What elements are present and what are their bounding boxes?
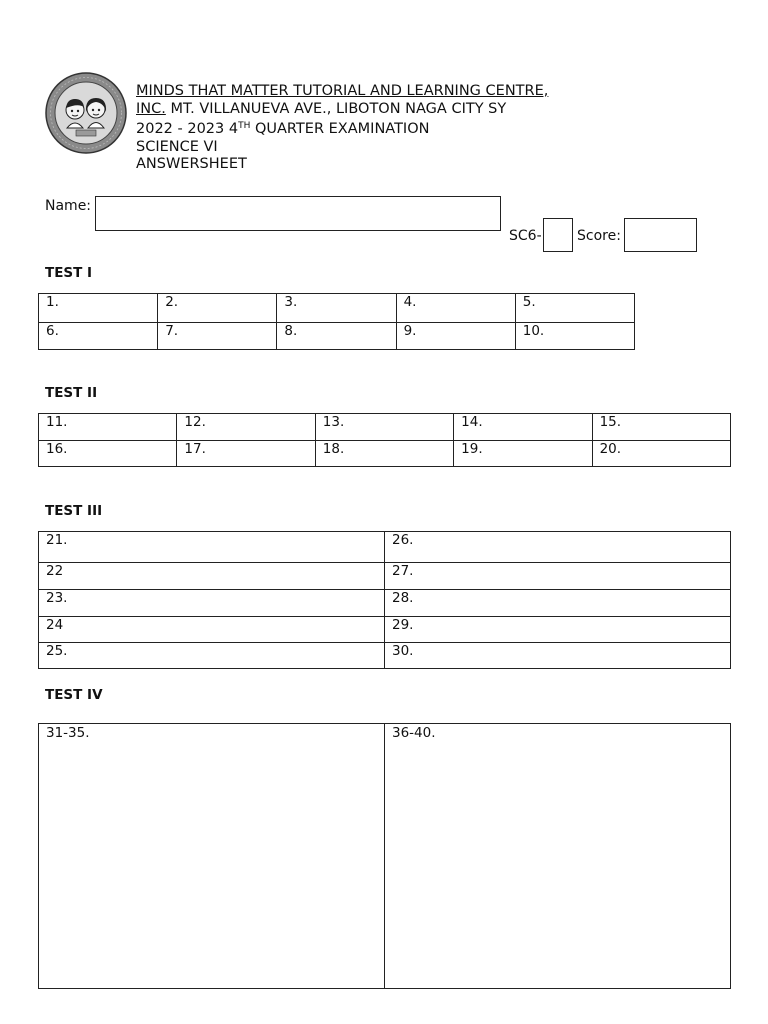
answer-cell-18[interactable]: 18.	[315, 441, 453, 467]
test-2-table	[38, 413, 731, 467]
code-field[interactable]	[543, 218, 573, 252]
answer-cell-19[interactable]: 19.	[454, 441, 592, 467]
document-header	[136, 83, 548, 174]
answer-cell-8[interactable]: 8.	[277, 323, 396, 350]
answer-cell-6[interactable]: 6.	[39, 323, 158, 350]
score-field[interactable]	[624, 218, 697, 252]
name-field[interactable]	[95, 196, 501, 231]
answer-cell-23[interactable]: 23.	[39, 590, 385, 617]
code-label: SC6-	[509, 228, 542, 244]
answer-cell-7[interactable]: 7.	[158, 323, 277, 350]
test-3-title: TEST III	[45, 503, 103, 519]
answer-cell-26[interactable]: 26.	[385, 532, 731, 563]
test-4-title: TEST IV	[45, 687, 103, 703]
answer-cell-36-40[interactable]: 36-40.	[385, 724, 731, 989]
answer-cell-4[interactable]: 4.	[396, 294, 515, 323]
test-3-table	[38, 531, 731, 669]
answer-cell-13[interactable]: 13.	[315, 414, 453, 441]
score-label: Score:	[577, 228, 621, 244]
answer-cell-28[interactable]: 28.	[385, 590, 731, 617]
answer-cell-24[interactable]: 24	[39, 617, 385, 643]
table-row	[39, 323, 635, 350]
table-row	[39, 724, 731, 989]
test-1-table	[38, 293, 635, 350]
answer-cell-11[interactable]: 11.	[39, 414, 177, 441]
school-seal-logo	[45, 72, 127, 154]
header-line-3-post: QUARTER EXAMINATION	[250, 121, 430, 137]
header-title: ANSWERSHEET	[136, 156, 247, 172]
answer-cell-15[interactable]: 15.	[592, 414, 730, 441]
answer-cell-30[interactable]: 30.	[385, 643, 731, 669]
header-line-3-pre: 2022 - 2023 4	[136, 121, 239, 137]
table-row	[39, 563, 731, 590]
test-4-table	[38, 723, 731, 989]
answer-cell-25[interactable]: 25.	[39, 643, 385, 669]
answer-cell-14[interactable]: 14.	[454, 414, 592, 441]
answer-cell-16[interactable]: 16.	[39, 441, 177, 467]
header-line-2-underlined: INC.	[136, 100, 166, 117]
answer-cell-12[interactable]: 12.	[177, 414, 315, 441]
answer-cell-1[interactable]: 1.	[39, 294, 158, 323]
table-row	[39, 441, 731, 467]
table-row	[39, 414, 731, 441]
header-subject: SCIENCE VI	[136, 138, 218, 155]
answer-cell-9[interactable]: 9.	[396, 323, 515, 350]
answer-cell-2[interactable]: 2.	[158, 294, 277, 323]
answer-cell-20[interactable]: 20.	[592, 441, 730, 467]
answer-cell-31-35[interactable]: 31-35.	[39, 724, 385, 989]
header-line-2-rest: MT. VILLANUEVA AVE., LIBOTON NAGA CITY SY	[165, 100, 507, 117]
name-label: Name:	[45, 198, 92, 214]
table-row	[39, 617, 731, 643]
answer-cell-27[interactable]: 27.	[385, 563, 731, 590]
test-2-title: TEST II	[45, 385, 98, 401]
answer-cell-3[interactable]: 3.	[277, 294, 396, 323]
header-line-1: MINDS THAT MATTER TUTORIAL AND LEARNING CENTRE,	[136, 83, 549, 99]
table-row	[39, 590, 731, 617]
header-line-3-sup: TH	[238, 121, 251, 131]
answer-cell-22[interactable]: 22	[39, 563, 385, 590]
answer-cell-21[interactable]: 21.	[39, 532, 385, 563]
test-1-title: TEST I	[45, 265, 93, 281]
answer-cell-5[interactable]: 5.	[515, 294, 634, 323]
table-row	[39, 643, 731, 669]
table-row	[39, 294, 635, 323]
answer-cell-10[interactable]: 10.	[515, 323, 634, 350]
table-row	[39, 532, 731, 563]
answer-cell-29[interactable]: 29.	[385, 617, 731, 643]
answer-cell-17[interactable]: 17.	[177, 441, 315, 467]
